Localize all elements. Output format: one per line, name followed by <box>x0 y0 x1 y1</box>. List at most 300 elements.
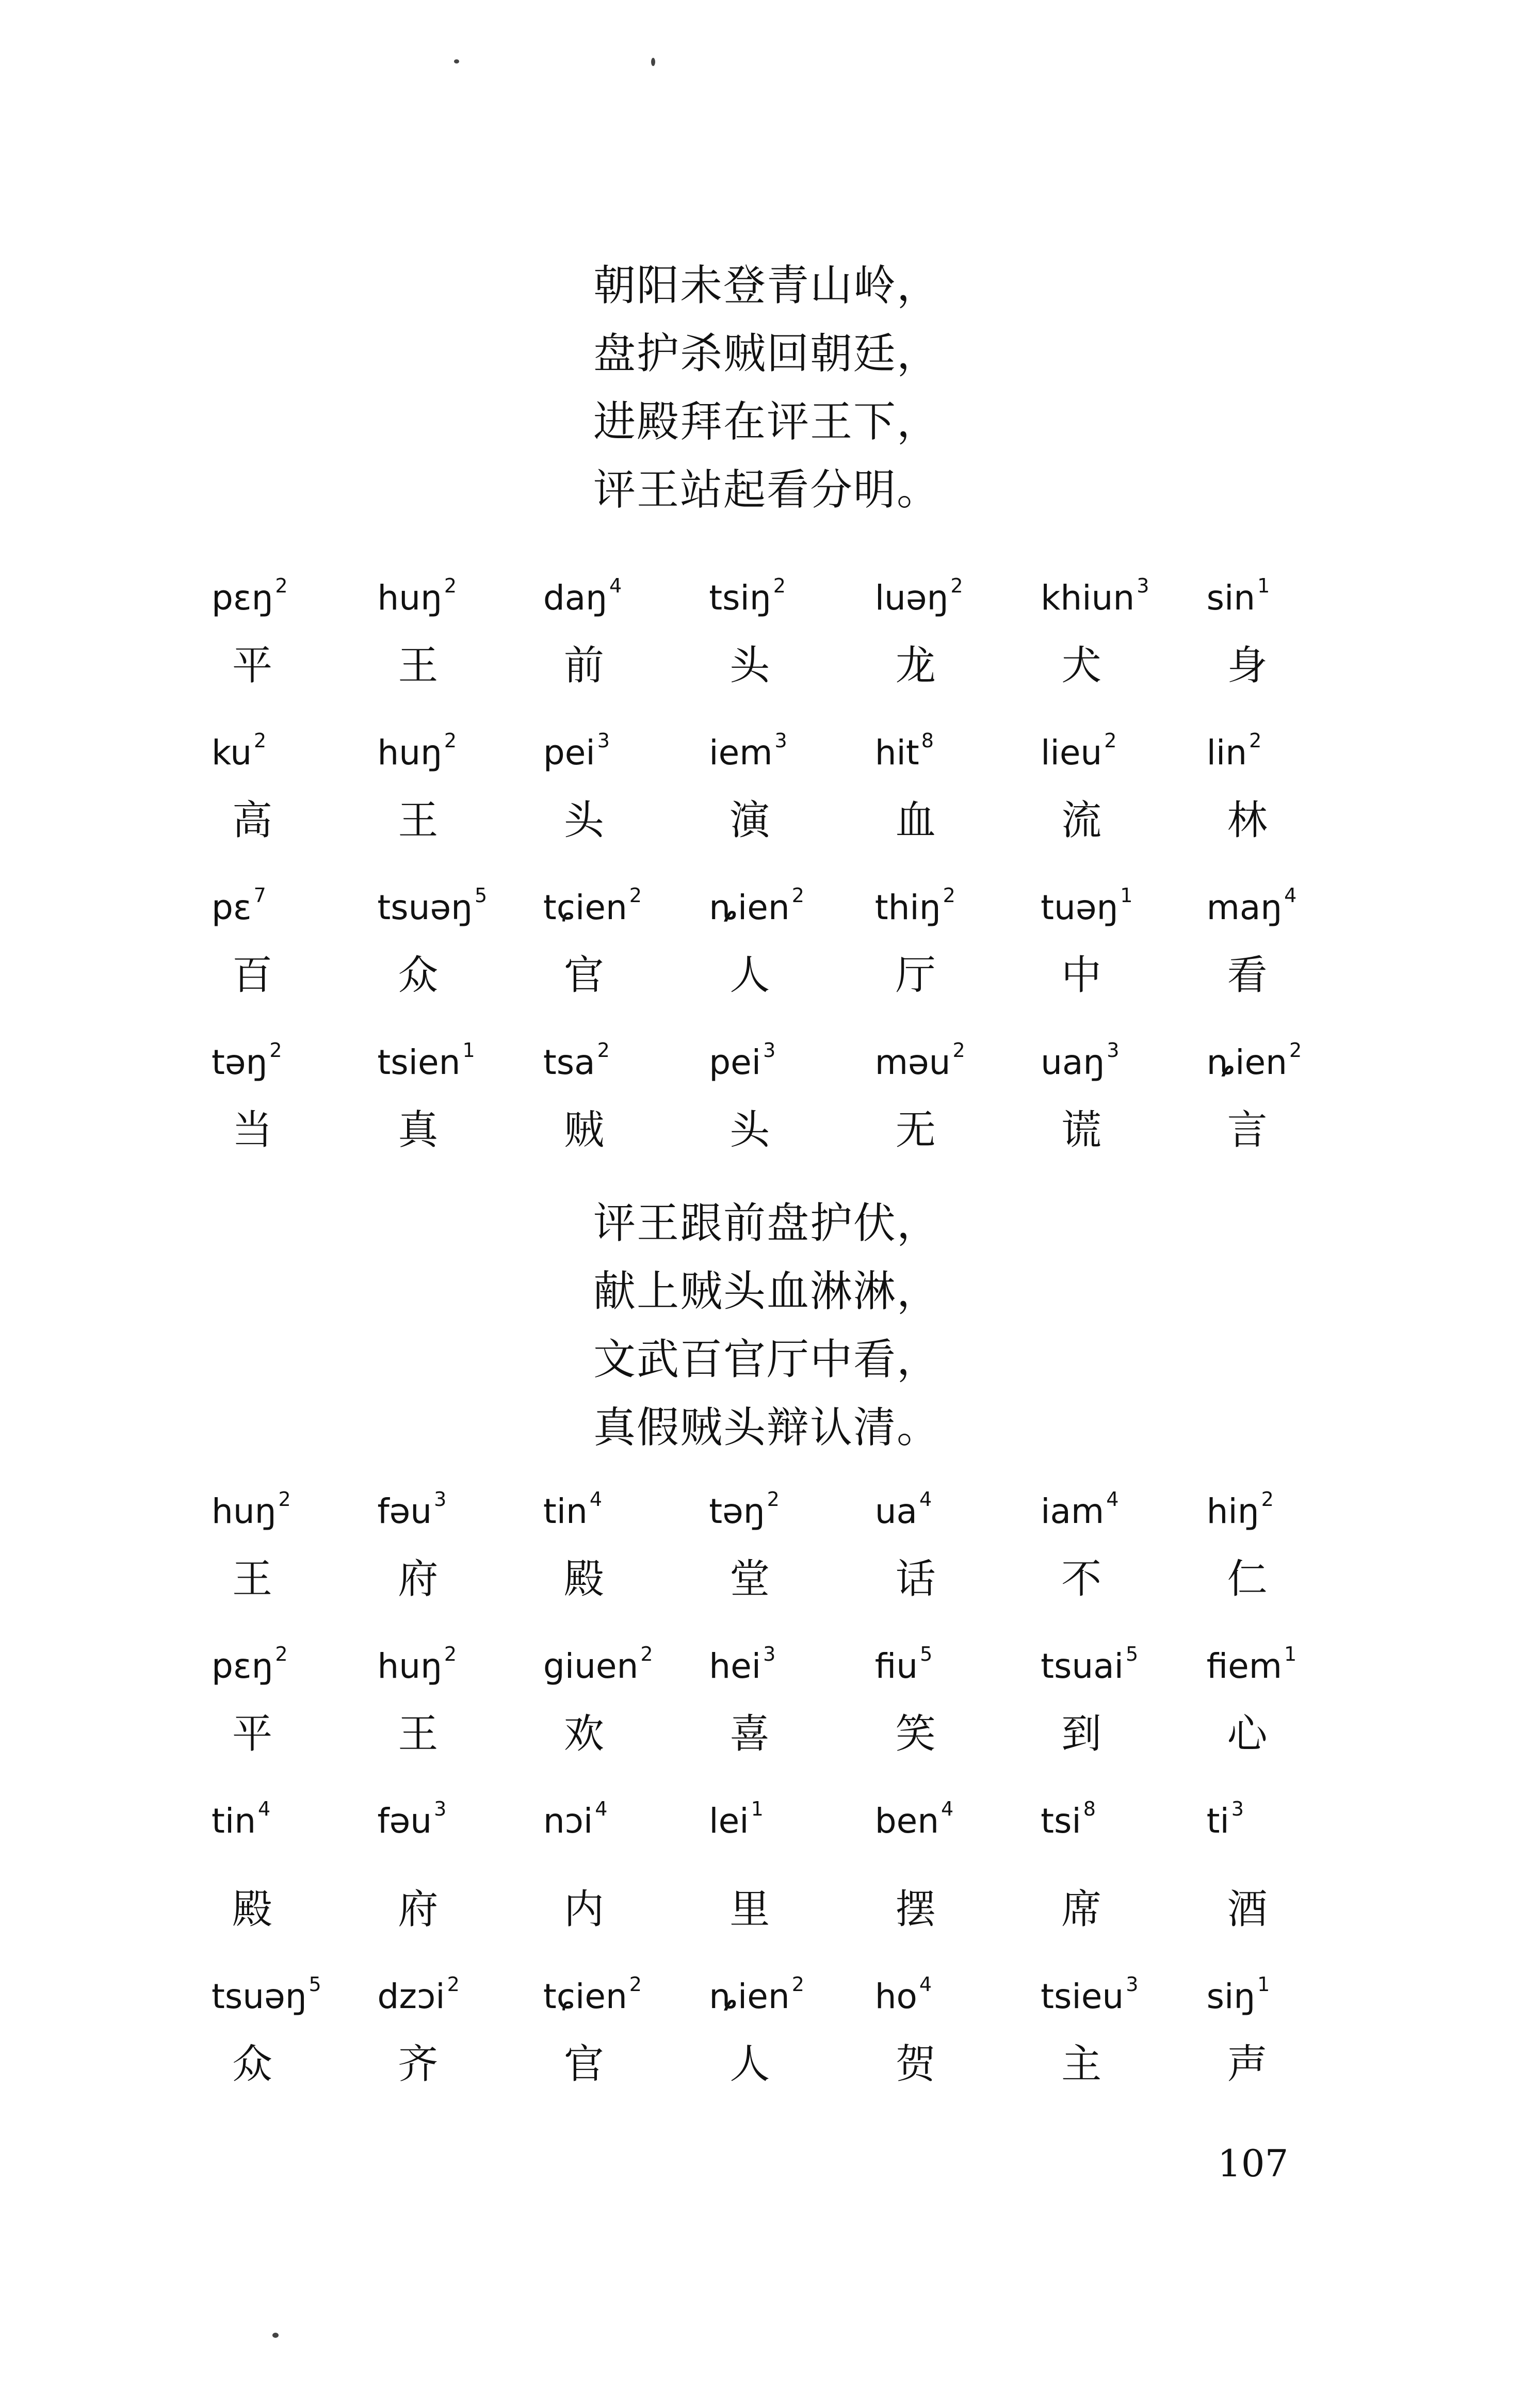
romanization-syllable: fəu <box>377 1491 432 1531</box>
syllable-cell <box>201 1027 367 1182</box>
chinese-character: 头 <box>730 643 770 689</box>
syllable-cell <box>699 872 864 1027</box>
romanization <box>212 1961 367 2025</box>
romanization <box>709 1027 864 1091</box>
syllable-cell <box>367 1631 532 1786</box>
romanization-syllable: tsuəŋ <box>212 1977 307 2016</box>
tone-number: 2 <box>278 1488 291 1511</box>
romanization-syllable: daŋ <box>543 578 608 618</box>
chinese-character: 谎 <box>1061 1107 1102 1153</box>
romanization <box>1041 563 1196 627</box>
tone-number: 5 <box>474 884 488 907</box>
tone-number: 2 <box>269 1039 282 1062</box>
romanization-syllable: fiem <box>1206 1646 1283 1686</box>
tone-number: 2 <box>275 1643 288 1665</box>
romanization-syllable: ku <box>212 733 252 773</box>
syllable-cell <box>1030 717 1196 872</box>
tone-number: 1 <box>751 1798 764 1820</box>
print-speck <box>651 58 655 66</box>
grid-row <box>201 1631 1362 1786</box>
romanization <box>543 563 699 627</box>
syllable-cell <box>367 1786 532 1961</box>
romanization <box>709 1786 864 1850</box>
romanization-syllable: pei <box>543 733 595 773</box>
romanization-syllable: lieu <box>1041 733 1103 773</box>
verse-stanza-2 <box>593 1190 1161 1462</box>
syllable-cell <box>699 1476 864 1631</box>
tone-number: 3 <box>1107 1039 1120 1062</box>
syllable-cell <box>533 563 699 717</box>
romanization <box>1207 872 1362 936</box>
syllable-cell <box>1030 1476 1196 1631</box>
chinese-character: 王 <box>398 797 439 844</box>
print-speck <box>272 2333 279 2338</box>
syllable-cell <box>699 1631 864 1786</box>
romanization <box>1041 1786 1196 1850</box>
chinese-character: 众 <box>398 952 439 999</box>
chinese-character: 王 <box>232 1556 273 1602</box>
chinese-character: 无 <box>895 1107 936 1153</box>
syllable-cell <box>533 872 699 1027</box>
syllable-cell <box>201 872 367 1027</box>
romanization-syllable: hit <box>874 733 919 773</box>
romanization-syllable: ben <box>874 1801 939 1841</box>
tone-number: 4 <box>1284 884 1297 907</box>
romanization-syllable: ti <box>1206 1801 1229 1841</box>
romanization-syllable: ȵien <box>1206 1042 1287 1082</box>
romanization-syllable: tsuəŋ <box>377 888 473 927</box>
romanization <box>377 563 532 627</box>
romanization <box>1207 1476 1362 1540</box>
chinese-character: 官 <box>563 952 604 999</box>
syllable-cell <box>533 717 699 872</box>
chinese-character: 笑 <box>895 1711 936 1757</box>
romanization <box>212 1476 367 1540</box>
romanization <box>212 1631 367 1695</box>
romanization-syllable: pɛŋ <box>212 1646 273 1686</box>
romanization-syllable: tsiŋ <box>709 578 771 618</box>
chinese-character: 平 <box>232 1711 273 1757</box>
romanization <box>875 1027 1030 1091</box>
romanization-syllable: ȵien <box>709 1977 790 2016</box>
chinese-character: 中 <box>1061 952 1102 999</box>
romanization-syllable: huŋ <box>212 1491 277 1531</box>
grid-row <box>201 1961 1362 2116</box>
chinese-character: 殿 <box>232 1886 273 1933</box>
tone-number: 2 <box>597 1039 610 1062</box>
syllable-cell <box>1196 1961 1362 2116</box>
syllable-cell <box>1030 1961 1196 2116</box>
romanization-syllable: iem <box>709 733 773 773</box>
romanization <box>543 1027 699 1091</box>
chinese-character: 王 <box>398 643 439 689</box>
romanization <box>1041 1961 1196 2025</box>
syllable-cell <box>367 1027 532 1182</box>
chinese-character: 仁 <box>1227 1556 1268 1602</box>
romanization-grid-1 <box>201 563 1362 1182</box>
grid-row <box>201 1027 1362 1182</box>
romanization <box>212 872 367 936</box>
verse-line: 进殿拜在评王下， <box>593 397 941 446</box>
romanization <box>1207 1961 1362 2025</box>
romanization <box>875 1961 1030 2025</box>
syllable-cell <box>865 1961 1030 2116</box>
tone-number: 2 <box>275 574 288 597</box>
romanization <box>709 563 864 627</box>
romanization <box>377 1631 532 1695</box>
chinese-character: 平 <box>232 643 273 689</box>
tone-number: 1 <box>1257 574 1270 597</box>
tone-number: 2 <box>791 1973 804 1996</box>
tone-number: 2 <box>1261 1488 1274 1511</box>
verse-line: 献上贼头血淋淋， <box>593 1267 941 1316</box>
romanization-syllable: pei <box>709 1042 761 1082</box>
romanization-syllable: tsien <box>377 1042 461 1082</box>
romanization <box>1207 1786 1362 1850</box>
grid-row <box>201 872 1362 1027</box>
romanization <box>543 1961 699 2025</box>
romanization-syllable: lei <box>709 1801 749 1841</box>
romanization <box>377 1027 532 1091</box>
tone-number: 1 <box>462 1039 475 1062</box>
romanization-syllable: sin <box>1206 578 1256 618</box>
syllable-cell <box>1196 1786 1362 1961</box>
tone-number: 2 <box>773 574 786 597</box>
romanization-grid-2 <box>201 1476 1362 2116</box>
chinese-character: 龙 <box>895 643 936 689</box>
romanization <box>1041 872 1196 936</box>
chinese-character: 摆 <box>895 1886 936 1933</box>
syllable-cell <box>201 1476 367 1631</box>
romanization-syllable: pɛ <box>212 888 252 927</box>
tone-number: 5 <box>1126 1643 1139 1665</box>
grid-row <box>201 1786 1362 1961</box>
tone-number: 4 <box>1106 1488 1119 1511</box>
syllable-cell <box>865 1027 1030 1182</box>
syllable-cell <box>1196 717 1362 872</box>
romanization-syllable: tin <box>212 1801 256 1841</box>
syllable-cell <box>699 1027 864 1182</box>
romanization-syllable: luəŋ <box>874 578 949 618</box>
tone-number: 4 <box>595 1798 608 1820</box>
verse-line: 评王站起看分明。 <box>593 466 941 515</box>
syllable-cell <box>1030 1027 1196 1182</box>
tone-number: 2 <box>629 1973 642 1996</box>
chinese-character: 人 <box>730 2041 770 2088</box>
romanization-syllable: iam <box>1041 1491 1105 1531</box>
romanization <box>1207 717 1362 781</box>
tone-number: 4 <box>919 1973 932 1996</box>
romanization <box>875 1786 1030 1850</box>
romanization-syllable: lin <box>1206 733 1247 773</box>
romanization-syllable: nɔi <box>543 1801 593 1841</box>
syllable-cell <box>533 1961 699 2116</box>
tone-number: 2 <box>1104 729 1117 752</box>
syllable-cell <box>699 563 864 717</box>
syllable-cell <box>367 1961 532 2116</box>
chinese-character: 流 <box>1061 797 1102 844</box>
syllable-cell <box>1196 563 1362 717</box>
verse-stanza-1 <box>593 252 1161 524</box>
tone-number: 3 <box>597 729 610 752</box>
print-speck <box>454 59 459 63</box>
romanization-syllable: huŋ <box>377 733 442 773</box>
syllable-cell <box>1030 563 1196 717</box>
romanization <box>543 1476 699 1540</box>
chinese-character: 众 <box>232 2041 273 2088</box>
tone-number: 3 <box>1231 1798 1244 1820</box>
tone-number: 2 <box>640 1643 653 1665</box>
romanization <box>543 872 699 936</box>
romanization <box>377 872 532 936</box>
romanization <box>875 872 1030 936</box>
tone-number: 2 <box>444 729 457 752</box>
romanization <box>709 1961 864 2025</box>
syllable-cell <box>1196 1631 1362 1786</box>
syllable-cell <box>201 1786 367 1961</box>
romanization-syllable: tɕien <box>543 888 627 927</box>
syllable-cell <box>367 717 532 872</box>
chinese-character: 到 <box>1061 1711 1102 1757</box>
romanization-syllable: tsuai <box>1041 1646 1124 1686</box>
page-number: 107 <box>1218 2142 1289 2185</box>
chinese-character: 血 <box>895 797 936 844</box>
romanization <box>377 1961 532 2025</box>
romanization <box>377 1476 532 1540</box>
chinese-character: 头 <box>730 1107 770 1153</box>
chinese-character: 林 <box>1227 797 1268 844</box>
romanization-syllable: tin <box>543 1491 588 1531</box>
romanization <box>709 1476 864 1540</box>
chinese-character: 府 <box>398 1556 439 1602</box>
syllable-cell <box>201 1961 367 2116</box>
chinese-character: 内 <box>563 1886 604 1933</box>
tone-number: 2 <box>629 884 642 907</box>
tone-number: 3 <box>774 729 787 752</box>
tone-number: 2 <box>952 1039 965 1062</box>
romanization <box>709 1631 864 1695</box>
tone-number: 2 <box>254 729 267 752</box>
romanization <box>875 1476 1030 1540</box>
chinese-character: 人 <box>730 952 770 999</box>
romanization <box>875 717 1030 781</box>
romanization-syllable: pɛŋ <box>212 578 273 618</box>
chinese-character: 里 <box>730 1886 770 1933</box>
tone-number: 5 <box>309 1973 321 1996</box>
chinese-character: 当 <box>232 1107 273 1153</box>
syllable-cell <box>1196 1476 1362 1631</box>
romanization-syllable: məu <box>874 1042 951 1082</box>
romanization <box>212 1027 367 1091</box>
romanization <box>875 563 1030 627</box>
tone-number: 3 <box>1126 1973 1139 1996</box>
romanization <box>1207 1631 1362 1695</box>
syllable-cell <box>367 872 532 1027</box>
romanization-syllable: təŋ <box>709 1491 765 1531</box>
chinese-character: 府 <box>398 1886 439 1933</box>
syllable-cell <box>1030 872 1196 1027</box>
romanization-syllable: tsa <box>543 1042 595 1082</box>
romanization <box>1041 1476 1196 1540</box>
romanization-syllable: tsi <box>1041 1801 1081 1841</box>
romanization <box>377 717 532 781</box>
chinese-character: 看 <box>1227 952 1268 999</box>
romanization-syllable: ȵien <box>709 888 790 927</box>
chinese-character: 犬 <box>1061 643 1102 689</box>
romanization <box>543 717 699 781</box>
chinese-character: 身 <box>1227 643 1268 689</box>
tone-number: 5 <box>920 1643 933 1665</box>
syllable-cell <box>865 872 1030 1027</box>
chinese-character: 王 <box>398 1711 439 1757</box>
verse-line: 盘护杀贼回朝廷， <box>593 329 941 378</box>
romanization <box>709 717 864 781</box>
chinese-character: 厅 <box>895 952 936 999</box>
romanization <box>1041 1027 1196 1091</box>
romanization <box>212 717 367 781</box>
syllable-cell <box>533 1476 699 1631</box>
chinese-character: 百 <box>232 952 273 999</box>
chinese-character: 头 <box>563 797 604 844</box>
romanization-syllable: huŋ <box>377 1646 442 1686</box>
tone-number: 2 <box>950 574 963 597</box>
syllable-cell <box>865 1786 1030 1961</box>
syllable-cell <box>865 563 1030 717</box>
verse-line: 朝阳未登青山岭， <box>593 261 941 310</box>
chinese-character: 前 <box>563 643 604 689</box>
chinese-character: 齐 <box>398 2041 439 2088</box>
chinese-character: 真 <box>398 1107 439 1153</box>
chinese-character: 主 <box>1061 2041 1102 2088</box>
syllable-cell <box>367 563 532 717</box>
romanization-syllable: tuəŋ <box>1041 888 1118 927</box>
romanization <box>1207 563 1362 627</box>
chinese-character: 欢 <box>563 1711 604 1757</box>
tone-number: 2 <box>444 574 457 597</box>
chinese-character: 言 <box>1227 1107 1268 1153</box>
syllable-cell <box>201 717 367 872</box>
tone-number: 3 <box>434 1798 447 1820</box>
syllable-cell <box>1030 1631 1196 1786</box>
syllable-cell <box>367 1476 532 1631</box>
romanization-syllable: hiŋ <box>1206 1491 1259 1531</box>
tone-number: 8 <box>921 729 934 752</box>
romanization <box>1041 717 1196 781</box>
syllable-cell <box>533 1027 699 1182</box>
syllable-cell <box>201 563 367 717</box>
tone-number: 7 <box>253 884 266 907</box>
romanization-syllable: fəu <box>377 1801 432 1841</box>
tone-number: 2 <box>447 1973 460 1996</box>
tone-number: 1 <box>1257 1973 1270 1996</box>
tone-number: 1 <box>1284 1643 1297 1665</box>
chinese-character: 堂 <box>730 1556 770 1602</box>
romanization-syllable: tɕien <box>543 1977 627 2016</box>
romanization-syllable: tsieu <box>1041 1977 1124 2016</box>
romanization <box>1207 1027 1362 1091</box>
grid-row <box>201 563 1362 717</box>
syllable-cell <box>865 1631 1030 1786</box>
romanization-syllable: giuen <box>543 1646 639 1686</box>
tone-number: 4 <box>258 1798 271 1820</box>
romanization <box>212 563 367 627</box>
romanization-syllable: təŋ <box>212 1042 268 1082</box>
romanization <box>875 1631 1030 1695</box>
romanization-syllable: maŋ <box>1206 888 1283 927</box>
syllable-cell <box>533 1786 699 1961</box>
grid-row <box>201 717 1362 872</box>
chinese-character: 酒 <box>1227 1886 1268 1933</box>
syllable-cell <box>865 717 1030 872</box>
chinese-character: 声 <box>1227 2041 1268 2088</box>
tone-number: 1 <box>1120 884 1133 907</box>
romanization-syllable: fiu <box>874 1646 918 1686</box>
romanization <box>543 1786 699 1850</box>
syllable-cell <box>865 1476 1030 1631</box>
chinese-character: 心 <box>1227 1711 1268 1757</box>
tone-number: 3 <box>763 1643 776 1665</box>
romanization <box>709 872 864 936</box>
syllable-cell <box>1196 872 1362 1027</box>
chinese-character: 席 <box>1061 1886 1102 1933</box>
syllable-cell <box>1196 1027 1362 1182</box>
chinese-character: 高 <box>232 797 273 844</box>
romanization-syllable: khiun <box>1041 578 1135 618</box>
tone-number: 8 <box>1083 1798 1096 1820</box>
romanization <box>212 1786 367 1850</box>
chinese-character: 贺 <box>895 2041 936 2088</box>
grid-row <box>201 1476 1362 1631</box>
tone-number: 2 <box>791 884 804 907</box>
syllable-cell <box>699 1961 864 2116</box>
romanization-syllable: uaŋ <box>1041 1042 1105 1082</box>
romanization <box>377 1786 532 1850</box>
tone-number: 3 <box>763 1039 776 1062</box>
chinese-character: 殿 <box>563 1556 604 1602</box>
verse-line: 真假贼头辩认清。 <box>593 1403 941 1452</box>
tone-number: 2 <box>1249 729 1262 752</box>
syllable-cell <box>201 1631 367 1786</box>
romanization-syllable: siŋ <box>1206 1977 1256 2016</box>
syllable-cell <box>533 1631 699 1786</box>
tone-number: 2 <box>767 1488 780 1511</box>
tone-number: 2 <box>1289 1039 1302 1062</box>
romanization-syllable: ua <box>874 1491 917 1531</box>
romanization-syllable: thiŋ <box>874 888 941 927</box>
romanization <box>543 1631 699 1695</box>
tone-number: 2 <box>444 1643 457 1665</box>
tone-number: 4 <box>919 1488 932 1511</box>
tone-number: 3 <box>1137 574 1149 597</box>
romanization-syllable: dzɔi <box>377 1977 445 2016</box>
romanization-syllable: huŋ <box>377 578 442 618</box>
tone-number: 2 <box>943 884 955 907</box>
tone-number: 3 <box>434 1488 447 1511</box>
tone-number: 4 <box>609 574 622 597</box>
chinese-character: 不 <box>1061 1556 1102 1602</box>
tone-number: 4 <box>589 1488 603 1511</box>
chinese-character: 喜 <box>730 1711 770 1757</box>
tone-number: 4 <box>941 1798 954 1820</box>
syllable-cell <box>1030 1786 1196 1961</box>
chinese-character: 官 <box>563 2041 604 2088</box>
romanization <box>1041 1631 1196 1695</box>
chinese-character: 贼 <box>563 1107 604 1153</box>
chinese-character: 演 <box>730 797 770 844</box>
syllable-cell <box>699 717 864 872</box>
chinese-character: 话 <box>895 1556 936 1602</box>
romanization-syllable: hei <box>709 1646 761 1686</box>
